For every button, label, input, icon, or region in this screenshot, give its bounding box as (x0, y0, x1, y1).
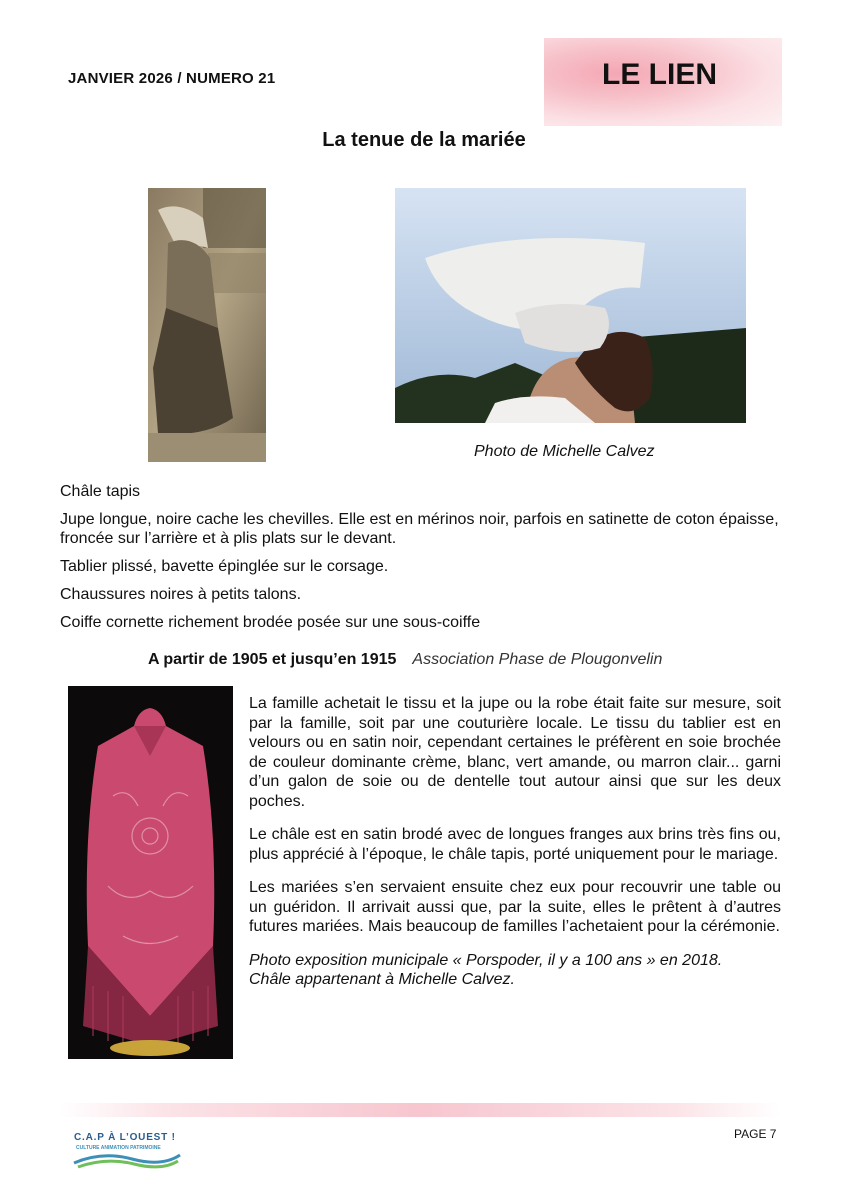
page-number: PAGE 7 (734, 1127, 777, 1141)
attire-item-apron: Tablier plissé, bavette épinglée sur le corsage. (60, 558, 389, 575)
credit-line-1: Photo exposition municipale « Porspoder, il y a 100 ans » en 2018. (249, 951, 723, 969)
period-source: Association Phase de Plougonvelin (412, 651, 663, 668)
association-logo (66, 1124, 184, 1174)
wave-icon (72, 1149, 182, 1171)
credit-line-2: Châle appartenant à Michelle Calvez. (249, 971, 515, 988)
attire-list (60, 482, 780, 641)
attire-item-skirt: Jupe longue, noire cache les chevilles. Elle est en mérinos noir, parfois en satinette de coton épaisse, froncée sur l’arrière et à plis plats sur le devant. (60, 511, 779, 547)
period-heading (148, 651, 662, 669)
photo-credit (249, 951, 781, 990)
paragraph-fabric: La famille achetait le tissu et la jupe ou la robe était faite sur mesure, soit par la famille, soit par une couturière locale. Le tissu du tablier est en velours ou en satin noir, cependant certaines le préfèrent en soie brochée de couleur dominante crème, blanc, vert amande, ou marron clair... garni d’un galon de soie ou de dentelle tout autour ainsi que sur les deux poches. (249, 695, 781, 810)
newsletter-brand (544, 38, 782, 126)
period-dates: A partir de 1905 et jusqu’en 1915 (148, 651, 397, 668)
footer-divider (60, 1103, 780, 1117)
paragraph-shawl: Le châle est en satin brodé avec de longues franges aux brins très fins ou, plus apprécié à l’époque, le châle tapis, porté uniquement pour le mariage. (249, 826, 781, 863)
article-body (249, 694, 781, 990)
paragraph-reuse: Les mariées s’en servaient ensuite chez eux pour recouvrir une table ou un guéridon. Il arrivait aussi que, par la suite, elles le prêtent à d’autres futures mariées. Mais beaucoup de familles l’achetaient pour la cérémonie. (249, 879, 781, 935)
newsletter-title: LE LIEN (602, 58, 718, 91)
photo-caption: Photo de Michelle Calvez (474, 443, 655, 460)
vintage-bride-photo (148, 188, 266, 462)
article-title: La tenue de la mariée (322, 129, 526, 151)
attire-item-coiffe: Coiffe cornette richement brodée posée sur une sous-coiffe (60, 614, 481, 631)
attire-item-shoes: Chaussures noires à petits talons. (60, 586, 302, 603)
issue-info: JANVIER 2026 / NUMERO 21 (68, 70, 276, 87)
coiffe-photo (395, 188, 746, 423)
shawl-photo (68, 686, 233, 1059)
logo-name: C.A.P À L’OUEST ! (74, 1132, 176, 1143)
attire-item-shawl: Châle tapis (60, 483, 141, 500)
logo-tagline: CULTURE ANIMATION PATRIMOINE (76, 1145, 161, 1151)
